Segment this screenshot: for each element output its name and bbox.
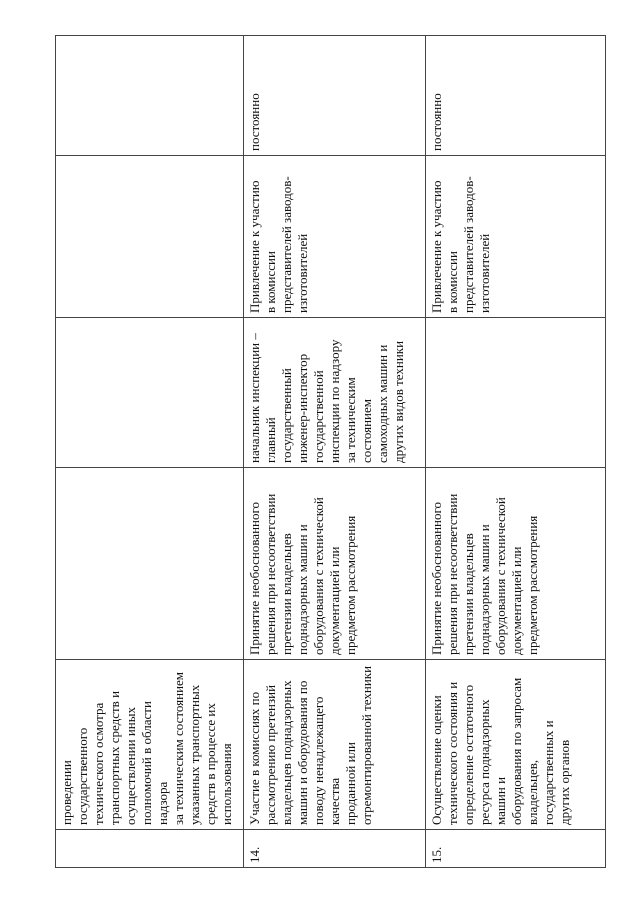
table-row xyxy=(426,36,606,868)
measure-cell: Привлечение к участию в комиссии представителей заводов- изготовителей xyxy=(244,156,426,318)
position-cell xyxy=(426,318,606,468)
period-cell: постоянно xyxy=(426,36,606,156)
row-number: 14. xyxy=(244,830,426,868)
position-cell xyxy=(56,318,244,468)
activity-cell: Участие в комиссиях по рассмотрению претензий владельцев поднадзорных машин и оборудования по поводу ненадлежащего качества проданной или отремонтированной техники xyxy=(244,660,426,830)
activity-cell: Осуществление оценки технического состояния и определение остаточного ресурса поднадзорных машин и оборудования по запросам владельцев, государственных и других органов xyxy=(426,660,606,830)
corruption-risk-table xyxy=(55,35,606,868)
period-cell: постоянно xyxy=(244,36,426,156)
risk-cell: Принятие необоснованного решения при несоответствии претензии владельцев поднадзорных машин и оборудования с технической документацией или предметом рассмотрения xyxy=(244,468,426,660)
position-cell: начальник инспекции – главный государственный инженер-инспектор государственной инспекции по надзору за техническим состоянием самоходных машин и других видов техники xyxy=(244,318,426,468)
row-number xyxy=(56,830,244,868)
measure-cell: Привлечение к участию в комиссии представителей заводов- изготовителей xyxy=(426,156,606,318)
risk-cell: Принятие необоснованного решения при несоответствии претензии владельцев поднадзорных машин и оборудования с технической документацией или предметом рассмотрения xyxy=(426,468,606,660)
period-cell xyxy=(56,36,244,156)
risk-cell xyxy=(56,468,244,660)
rotated-table-container xyxy=(55,36,605,868)
row-number: 15. xyxy=(426,830,606,868)
table-row xyxy=(244,36,426,868)
measure-cell xyxy=(56,156,244,318)
table-row xyxy=(56,36,244,868)
activity-cell: проведении государственного технического осмотра транспортных средств и осуществлении иных полномочий в области надзора за техническим состоянием указанных транспортных средств в процессе их использования xyxy=(56,660,244,830)
